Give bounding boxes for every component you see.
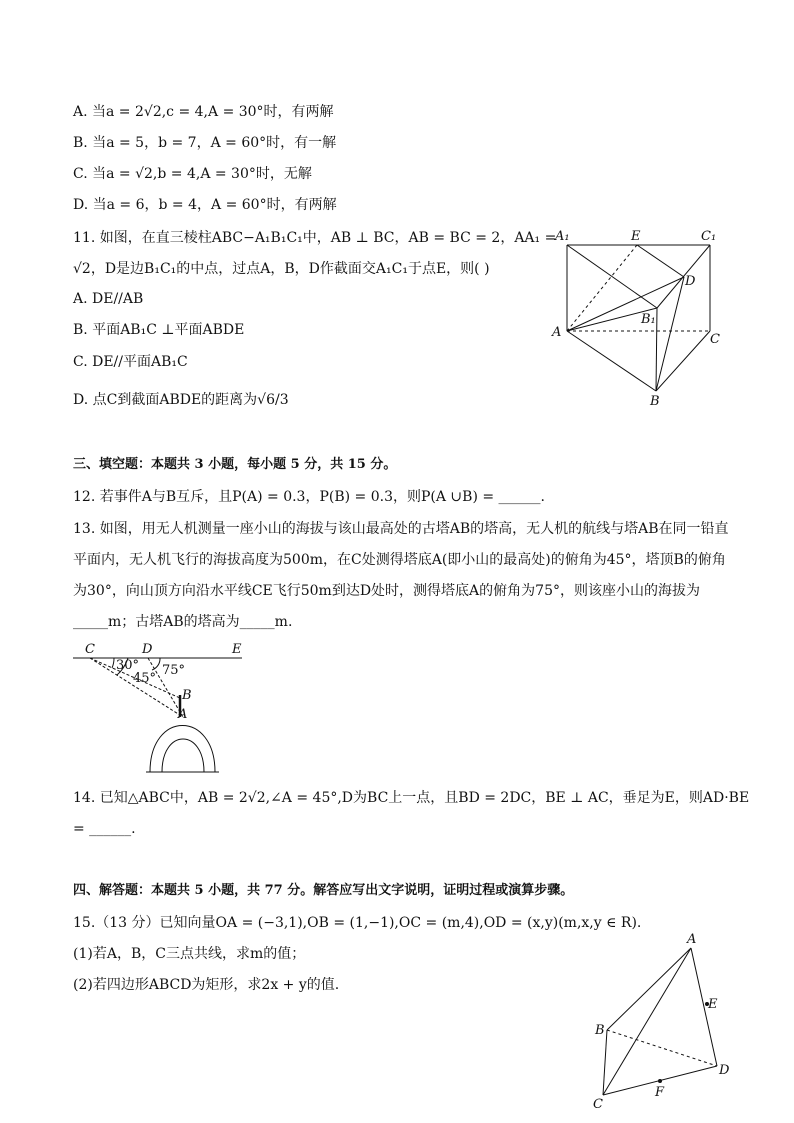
label-b: B — [650, 394, 660, 409]
label-b1: B₁ — [641, 312, 656, 327]
section3-heading: 三、填空题：本题共 3 小题，每小题 5 分，共 15 分。 — [73, 457, 397, 472]
q10-option-b: B. 当a = 5，b = 7，A = 60°时，有一解 — [73, 135, 337, 151]
edge-a1-b1 — [567, 245, 657, 308]
edge-e-d — [637, 245, 684, 277]
quadrilateral-figure — [585, 930, 745, 1115]
angle-arc-75 — [152, 658, 160, 670]
label-a1: A₁ — [555, 229, 570, 244]
q15-stem: 15.（13 分）已知向量OA = (−3,1),OB = (1,−1),OC = (m,4),OD = (x,y)(m,x,y ∈ R). — [73, 915, 642, 931]
q11-stem-line1: 11. 如图，在直三棱柱ABC−A₁B₁C₁中，AB ⊥ BC，AB = BC = 2，AA₁ = — [73, 230, 557, 246]
q14-line2: = ______. — [73, 821, 136, 837]
label-b: B — [595, 1023, 605, 1038]
q11-option-a: A. DE//AB — [73, 291, 144, 307]
label-angle-75: 75° — [162, 663, 186, 678]
mountain-inner — [162, 739, 204, 772]
mountain-outer — [150, 726, 215, 773]
q11-option-c: C. DE//平面AB₁C — [73, 354, 188, 370]
edge-b1-b — [656, 308, 657, 391]
label-a: A — [687, 932, 697, 947]
label-e: E — [631, 229, 641, 244]
point-f — [658, 1079, 662, 1083]
edge-a-b — [567, 331, 656, 391]
q11-option-b: B. 平面AB₁C ⊥平面ABDE — [73, 322, 245, 338]
q13-line3: 为30°，向山顶方向沿水平线CE飞行50m到达D处时，测得塔底A的俯角为75°，则该座小山的海拔为 — [73, 583, 700, 599]
edge-b-c — [603, 1030, 607, 1095]
label-c: C — [593, 1097, 603, 1112]
q15-part2: (2)若四边形ABCD为矩形，求2x + y的值. — [73, 977, 340, 993]
q14-line1: 14. 已知△ABC中，AB = 2√2,∠A = 45°,D为BC上一点，且BD = 2DC，BE ⊥ AC，垂足为E，则AD·BE — [73, 790, 750, 806]
label-f: F — [655, 1085, 665, 1100]
label-e: E — [708, 997, 718, 1012]
q10-option-c: C. 当a = √2,b = 4,A = 30°时，无解 — [73, 166, 312, 182]
label-c: C — [85, 642, 95, 657]
label-b: B — [182, 688, 192, 703]
q11-option-d: D. 点C到截面ABDE的距离为√6/3 — [73, 392, 289, 408]
label-c1: C₁ — [701, 229, 717, 244]
edge-a-e-hidden — [567, 245, 637, 331]
label-d: D — [142, 642, 153, 657]
q11-stem-line2: √2，D是边B₁C₁的中点，过点A，B，D作截面交A₁C₁于点E，则( ) — [73, 261, 490, 277]
label-c: C — [710, 332, 720, 347]
q10-option-d: D. 当a = 6，b = 4，A = 60°时，有两解 — [73, 197, 337, 213]
q13-line4: _____m；古塔AB的塔高为_____m. — [73, 614, 293, 630]
label-angle-45: 45° — [133, 671, 157, 686]
label-d: D — [685, 274, 696, 289]
label-d: D — [719, 1063, 730, 1078]
q10-option-a: A. 当a = 2√2,c = 4,A = 30°时，有两解 — [73, 104, 334, 120]
label-a: A — [552, 325, 562, 340]
q15-part1: (1)若A，B，C三点共线，求m的值； — [73, 946, 306, 962]
label-angle-30: 30° — [116, 658, 140, 673]
q13-line1: 13. 如图，用无人机测量一座小山的海拔与该山最高处的古塔AB的塔高，无人机的航线与塔AB在同一铅直 — [73, 521, 729, 537]
edge-a-d — [567, 277, 684, 331]
prism-figure — [545, 225, 735, 410]
edge-c-b — [656, 331, 710, 391]
label-a: A — [178, 707, 188, 722]
q13-line2: 平面内，无人机飞行的海拔高度为500m，在C处测得塔底A(即小山的最高处)的俯角为45°，塔顶B的俯角 — [73, 552, 726, 568]
section4-heading: 四、解答题：本题共 5 小题，共 77 分。解答应写出文字说明，证明过程或演算步骤。 — [73, 883, 574, 898]
label-e: E — [232, 642, 242, 657]
mountain-figure — [70, 640, 250, 780]
q12-text: 12. 若事件A与B互斥，且P(A) = 0.3，P(B) = 0.3，则P(A ∪B) = ______. — [73, 489, 545, 505]
edge-d-b — [656, 277, 684, 391]
angle-arc-30 — [112, 658, 114, 668]
